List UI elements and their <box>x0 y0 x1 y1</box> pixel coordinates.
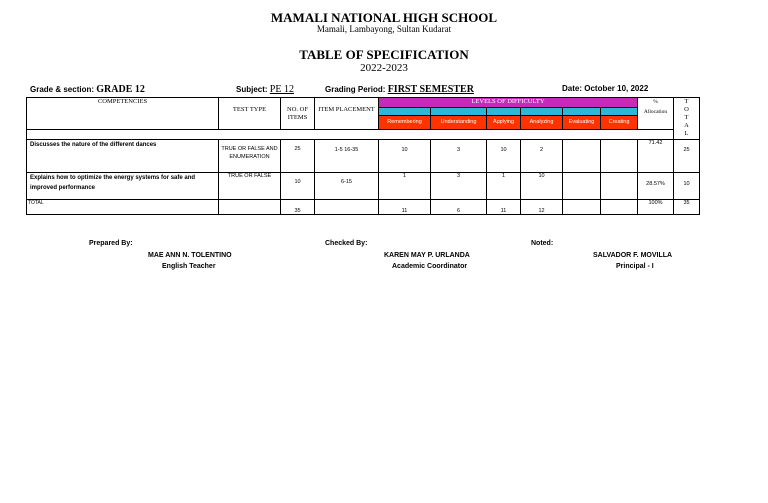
total-cell: 25 <box>674 140 700 173</box>
cyan-band <box>431 108 487 116</box>
allocation-cell: 71.42 <box>638 140 674 173</box>
cyan-band <box>563 108 601 116</box>
total-label: TOTAL <box>27 200 219 215</box>
item-placement-header: ITEM PLACEMENT <box>315 98 379 130</box>
document-date: Date: October 10, 2022 <box>562 84 649 93</box>
applying-cell: 10 <box>487 140 521 173</box>
placement-value: 1-5 16-35 <box>334 147 359 153</box>
total-allocation-cell: 100% <box>638 200 674 215</box>
items-cell: 25 <box>281 140 315 173</box>
header-spacer <box>27 130 674 140</box>
creating-cell <box>601 140 638 173</box>
period-value: FIRST SEMESTER <box>387 84 474 95</box>
table-row <box>27 140 700 173</box>
allocation-cell: 28.57% <box>638 173 674 200</box>
checked-by-label: Checked By: <box>325 240 368 247</box>
prepared-by-title: English Teacher <box>162 263 216 270</box>
total-cell: 10 <box>674 173 700 200</box>
cyan-band <box>379 108 431 116</box>
competencies-header: COMPETENCIES <box>27 98 219 130</box>
creating-cell <box>601 173 638 200</box>
total-remembering-cell: 11 <box>379 200 431 215</box>
total-placement-cell <box>315 200 379 215</box>
prepared-by-label: Prepared By: <box>89 240 133 247</box>
subject <box>236 84 294 95</box>
evaluating-cell <box>563 140 601 173</box>
total-header <box>674 98 700 140</box>
level-evaluating: Evaluating <box>563 116 601 130</box>
items-cell: 10 <box>281 173 315 200</box>
level-understanding: Understanding <box>431 116 487 130</box>
total-creating-cell <box>601 200 638 215</box>
level-analyzing: Analyzing <box>521 116 563 130</box>
total-letter-4: A <box>684 122 689 129</box>
grading-period <box>325 84 474 95</box>
total-applying-cell: 11 <box>487 200 521 215</box>
level-creating: Creating <box>601 116 638 130</box>
cyan-band <box>521 108 563 116</box>
total-analyzing-cell: 12 <box>521 200 563 215</box>
table-row <box>27 173 700 200</box>
total-test-type-cell <box>219 200 281 215</box>
noted-name: SALVADOR F. MOVILLA <box>593 252 673 259</box>
total-letter-5: L <box>684 130 689 137</box>
applying-cell: 1 <box>487 173 521 200</box>
allocation-percent: % <box>653 99 658 105</box>
noted-label: Noted: <box>531 240 554 247</box>
evaluating-cell <box>563 173 601 200</box>
competency-cell: Discusses the nature of the different dances <box>27 140 219 173</box>
remembering-cell: 10 <box>379 140 431 173</box>
placement-cell: 6-15 <box>315 173 379 200</box>
cyan-band <box>487 108 521 116</box>
total-evaluating-cell <box>563 200 601 215</box>
test-type-header: TEST TYPE <box>219 98 281 130</box>
total-letter-1: T <box>684 98 689 105</box>
specification-table <box>26 97 700 215</box>
prepared-by-name: MAE ANN N. TOLENTINO <box>148 252 232 259</box>
school-name: MAMALI NATIONAL HIGH SCHOOL <box>270 10 498 25</box>
understanding-cell: 3 <box>431 140 487 173</box>
grand-total-cell: 35 <box>674 200 700 215</box>
allocation-header <box>638 98 674 130</box>
total-items-cell: 35 <box>281 200 315 215</box>
period-label: Grading Period: <box>325 85 386 94</box>
grade-value: GRADE 12 <box>96 84 145 95</box>
school-address: Mamali, Lambayong, Sultan Kudarat <box>316 24 452 34</box>
total-letter-3: T <box>684 114 689 121</box>
checked-by-title: Academic Coordinator <box>392 263 468 270</box>
school-year: 2022-2023 <box>360 62 408 74</box>
analyzing-cell: 2 <box>521 140 563 173</box>
level-remembering: Remembering <box>379 116 431 130</box>
total-letter-2: O <box>684 106 689 113</box>
grade-label: Grade & section: <box>30 85 95 94</box>
total-understanding-cell: 6 <box>431 200 487 215</box>
checked-by-name: KAREN MAY P. URLANDA <box>384 252 470 259</box>
grade-section <box>30 84 145 95</box>
placement-cell <box>315 140 379 173</box>
subject-value: PE 12 <box>269 84 294 95</box>
test-type-cell: TRUE OR FALSE <box>219 173 281 200</box>
no-of-items-header: NO. OF ITEMS <box>281 98 315 130</box>
remembering-cell: 1 <box>379 173 431 200</box>
cyan-band <box>601 108 638 116</box>
allocation-label: Allocation <box>643 109 668 115</box>
levels-of-difficulty-header: LEVELS OF DIFFICULTY <box>379 98 638 108</box>
noted-title: Principal - I <box>616 263 654 270</box>
document-title: TABLE OF SPECIFICATION <box>299 47 469 62</box>
total-row <box>27 200 700 215</box>
competency-cell: Explains how to optimize the energy systems for safe and improved performance <box>27 173 219 200</box>
understanding-cell: 3 <box>431 173 487 200</box>
test-type-cell: TRUE OR FALSE AND ENUMERATION <box>219 140 281 173</box>
subject-label: Subject: <box>236 85 268 94</box>
analyzing-cell: 10 <box>521 173 563 200</box>
level-applying: Applying <box>487 116 521 130</box>
